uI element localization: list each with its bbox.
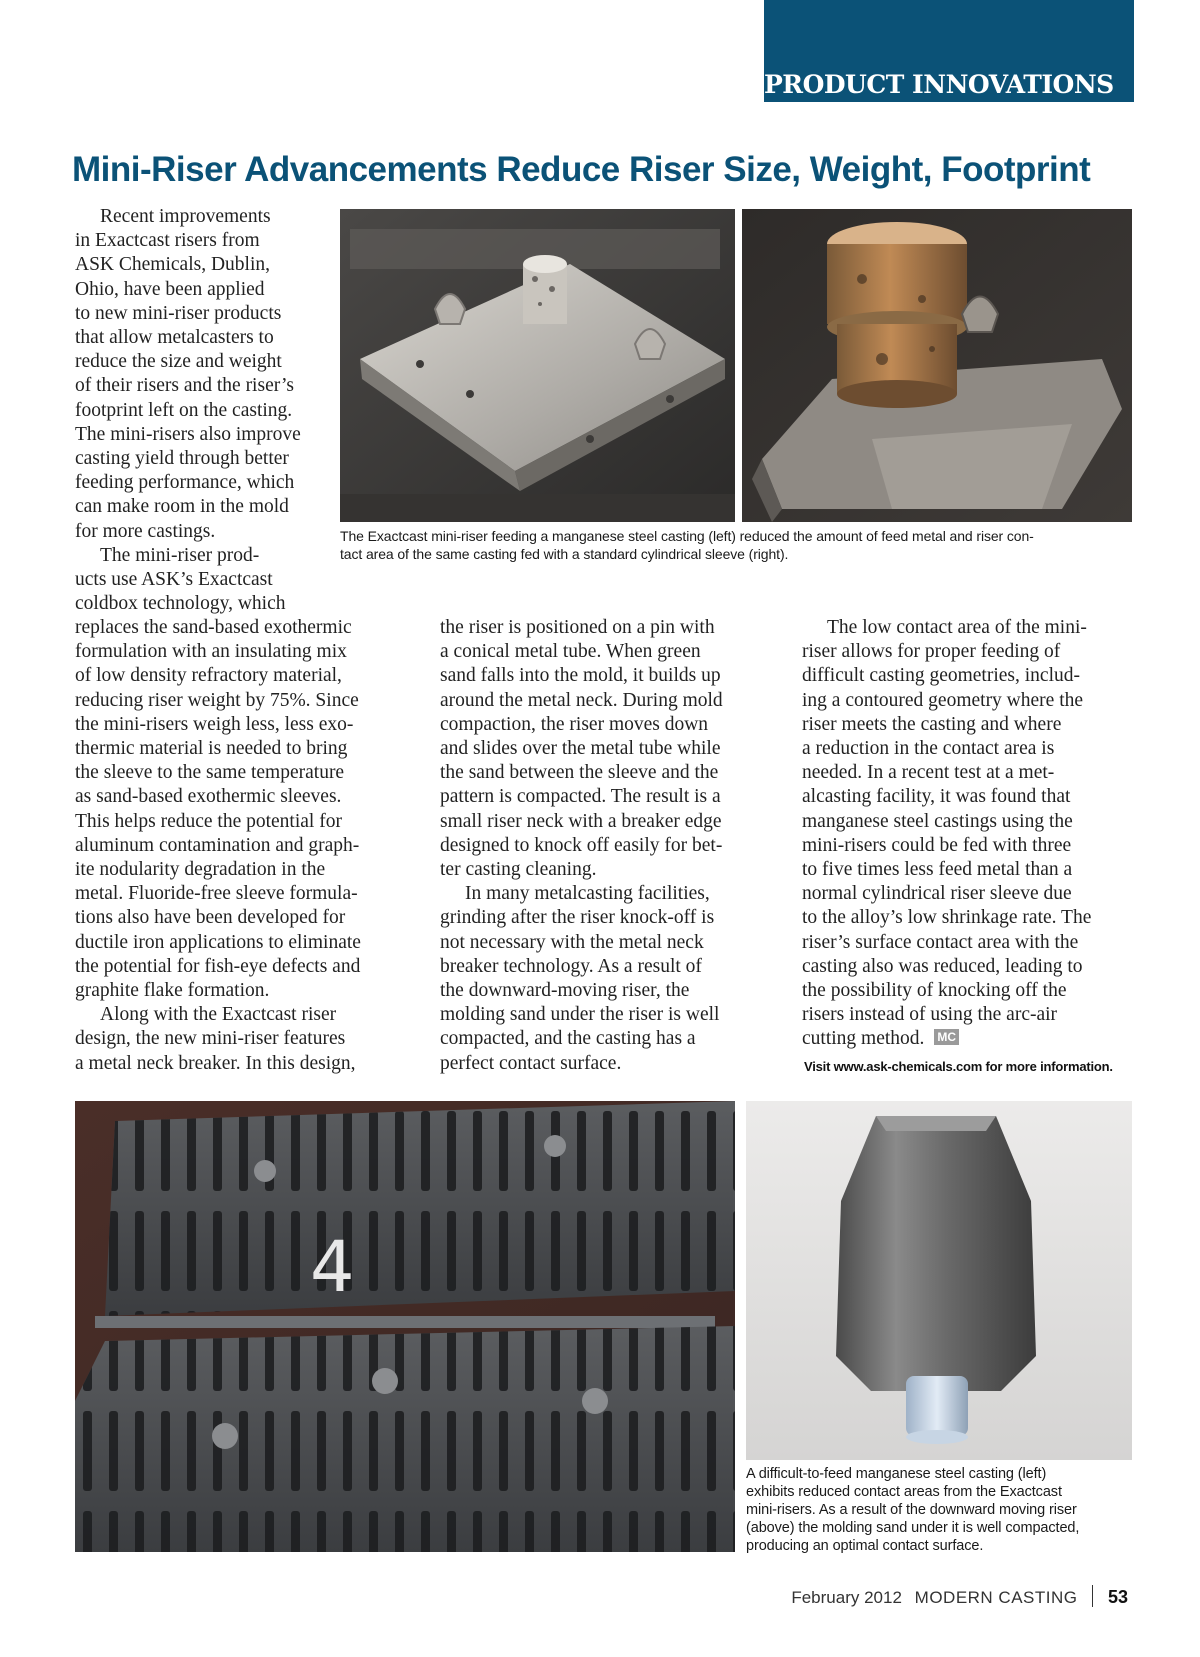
- body-line: alcasting facility, it was found that: [802, 786, 1071, 808]
- body-line: formulation with an insulating mix: [75, 641, 347, 663]
- column-2: [440, 616, 723, 1076]
- body-line: perfect contact surface.: [440, 1052, 622, 1074]
- body-line: the mini-risers weigh less, less exo-: [75, 713, 354, 735]
- body-line: casting also was reduced, leading to: [802, 955, 1083, 977]
- body-line: aluminum contamination and graph-: [75, 834, 360, 856]
- body-line: design, the new mini-riser features: [75, 1028, 346, 1050]
- caption-line: exhibits reduced contact areas from the Exactcast: [746, 1484, 1062, 1500]
- body-line: tions also have been developed for: [75, 907, 346, 929]
- body-line: ASK Chemicals, Dublin,: [75, 254, 270, 276]
- body-line: manganese steel castings using the: [802, 810, 1073, 832]
- page-number: 53: [1107, 1587, 1128, 1607]
- body-line: Along with the Exactcast riser: [100, 1004, 337, 1026]
- body-line: for more castings.: [75, 520, 216, 542]
- body-line: compacted, and the casting has a: [440, 1028, 696, 1050]
- body-line: that allow metalcasters to: [75, 327, 274, 349]
- body-line: [802, 1027, 1091, 1051]
- body-line: not necessary with the metal neck: [440, 931, 704, 953]
- body-line: mini-risers could be fed with three: [802, 834, 1072, 856]
- photo-mini-riser-render: [746, 1101, 1132, 1460]
- body-line: feeding performance, which: [75, 472, 295, 494]
- caption-bottom-photos: [746, 1465, 1079, 1555]
- body-line: grinding after the riser knock-off is: [440, 907, 715, 929]
- caption-line: (above) the molding sand under it is well compacted,: [746, 1520, 1080, 1536]
- body-line: breaker technology. As a result of: [440, 955, 702, 977]
- body-line: ite nodularity degradation in the: [75, 859, 326, 881]
- body-line: a conical metal tube. When green: [440, 641, 701, 663]
- caption-top-photos: [340, 527, 1034, 563]
- body-line: around the metal neck. During mold: [440, 689, 723, 711]
- body-line: and slides over the metal tube while: [440, 738, 721, 760]
- caption-line: producing an optimal contact surface.: [746, 1538, 984, 1554]
- body-line: the potential for fish-eye defects and: [75, 955, 361, 977]
- body-line: Recent improvements: [100, 206, 271, 227]
- body-line: casting yield through better: [75, 448, 289, 470]
- article-headline: Mini-Riser Advancements Reduce Riser Size, Weight, Footprint: [72, 150, 1091, 189]
- body-line: thermic material is needed to bring: [75, 738, 348, 760]
- body-line: in Exactcast risers from: [75, 230, 260, 252]
- body-line: small riser neck with a breaker edge: [440, 810, 722, 832]
- body-line: coldbox technology, which: [75, 593, 286, 615]
- column-1: [75, 616, 361, 1076]
- column-3: [802, 616, 1091, 1052]
- body-line: replaces the sand-based exothermic: [75, 617, 352, 638]
- photo-standard-sleeve-casting: [742, 209, 1132, 522]
- body-line: This helps reduce the potential for: [75, 810, 342, 832]
- body-line: of low density refractory material,: [75, 665, 342, 687]
- body-line-text: cutting method.: [802, 1028, 925, 1050]
- body-line: the sand between the sleeve and the: [440, 762, 719, 784]
- caption-line: The Exactcast mini-riser feeding a manganese steel casting (left) reduced the amount of feed metal and riser con-: [340, 528, 1034, 544]
- body-line: The low contact area of the mini-: [827, 617, 1087, 638]
- casting-number: 4: [310, 1226, 355, 1308]
- body-line: to five times less feed metal than a: [802, 859, 1073, 881]
- body-line: In many metalcasting facilities,: [465, 883, 710, 905]
- section-label: PRODUCT INNOVATIONS: [764, 70, 1114, 99]
- body-line: a metal neck breaker. In this design,: [75, 1052, 356, 1074]
- caption-line: tact area of the same casting fed with a standard cylindrical sleeve (right).: [340, 546, 789, 562]
- body-line: pattern is compacted. The result is a: [440, 786, 721, 808]
- magazine-name: MODERN CASTING: [914, 1588, 1078, 1607]
- page-footer: [791, 1585, 1128, 1608]
- body-line: compaction, the riser moves down: [440, 713, 709, 735]
- body-line: the riser is positioned on a pin with: [440, 617, 715, 638]
- body-line: footprint left on the casting.: [75, 399, 293, 421]
- body-line: reduce the size and weight: [75, 351, 282, 373]
- body-line: metal. Fluoride-free sleeve formula-: [75, 883, 358, 905]
- body-line: risers instead of using the arc-air: [802, 1004, 1058, 1026]
- body-line: reducing riser weight by 75%. Since: [75, 689, 359, 711]
- body-line: molding sand under the riser is well: [440, 1004, 720, 1026]
- body-line: as sand-based exothermic sleeves.: [75, 786, 342, 808]
- body-line: riser meets the casting and where: [802, 713, 1062, 735]
- body-line: the sleeve to the same temperature: [75, 762, 345, 784]
- body-line: a reduction in the contact area is: [802, 738, 1055, 760]
- body-line: ing a contoured geometry where the: [802, 689, 1084, 711]
- body-line: riser’s surface contact area with the: [802, 931, 1079, 953]
- footer-divider: [1092, 1585, 1093, 1607]
- body-line: sand falls into the mold, it builds up: [440, 665, 721, 687]
- body-line: Ohio, have been applied: [75, 278, 265, 300]
- photo-mini-riser-casting: [340, 209, 735, 522]
- issue-date: February 2012: [791, 1588, 902, 1607]
- caption-line: A difficult-to-feed manganese steel casting (left): [746, 1466, 1047, 1482]
- body-line: difficult casting geometries, includ-: [802, 665, 1080, 687]
- body-line: needed. In a recent test at a met-: [802, 762, 1055, 784]
- body-line: can make room in the mold: [75, 496, 289, 518]
- body-line: the downward-moving riser, the: [440, 980, 690, 1002]
- caption-line: mini-risers. As a result of the downward moving riser: [746, 1502, 1077, 1518]
- body-line: riser allows for proper feeding of: [802, 641, 1061, 663]
- body-line: ucts use ASK’s Exactcast: [75, 569, 273, 591]
- body-line: to new mini-riser products: [75, 302, 282, 324]
- body-line: designed to knock off easily for bet-: [440, 834, 723, 856]
- body-line: The mini-riser prod-: [100, 544, 260, 566]
- body-line: The mini-risers also improve: [75, 423, 301, 445]
- body-line: ductile iron applications to eliminate: [75, 931, 361, 953]
- body-line: normal cylindrical riser sleeve due: [802, 883, 1072, 905]
- body-line: of their risers and the riser’s: [75, 375, 294, 397]
- end-mark: MC: [934, 1029, 959, 1045]
- intro-column: [75, 205, 301, 616]
- body-line: graphite flake formation.: [75, 980, 270, 1002]
- body-line: ter casting cleaning.: [440, 859, 597, 881]
- visit-link-text: Visit www.ask-chemicals.com for more information.: [804, 1059, 1113, 1074]
- photo-manganese-steel-grate: [75, 1101, 735, 1552]
- body-line: to the alloy’s low shrinkage rate. The: [802, 907, 1092, 929]
- body-line: the possibility of knocking off the: [802, 980, 1067, 1002]
